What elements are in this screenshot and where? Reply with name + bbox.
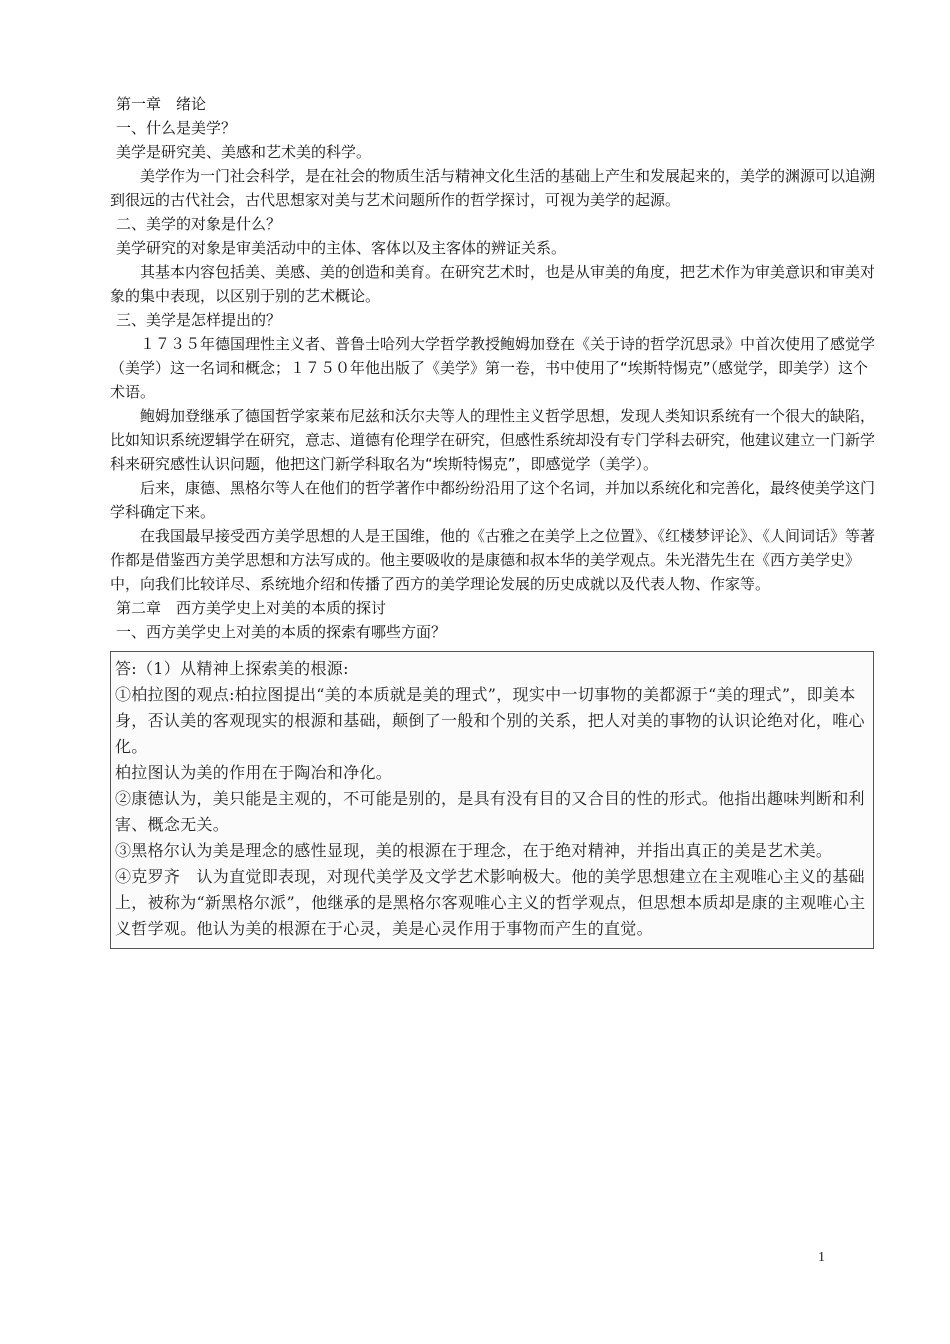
answer-kant: ②康德认为，美只能是主观的，不可能是别的，是具有没有目的又合目的性的形式。他指出趣味判断和利害、概念无关。 (115, 789, 865, 834)
answer-box (110, 651, 874, 949)
answer-croce: ④克罗齐 认为直觉即表现，对现代美学及文学艺术影响极大。他的美学思想建立在主观唯心主义的基础上，被称为“新黑格尔派”，他继承的是黑格尔客观唯心主义的哲学观点，但思想本质却是康的主观唯心主义哲学观。他认为美的根源在于心灵，美是心灵作用于事物而产生的直觉。 (115, 867, 866, 938)
section-heading-western-exploration: 一、西方美学史上对美的本质的探索有哪些方面？ (116, 623, 447, 641)
chapter-2-heading: 第二章 西方美学史上对美的本质的探讨 (116, 599, 387, 617)
section-heading-proposal: 三、美学是怎样提出的？ (116, 311, 282, 329)
paragraph-baumgarten: １７３５年德国理性主义者、普鲁士哈列大学哲学教授鲍姆加登在《关于诗的哲学沉思录》中首次使用了感觉学（美学）这一名词和概念；１７５０年他出版了《美学》第一卷，书中使用了“埃斯特惕克”（感觉学，即美学）这个术语。 (110, 335, 876, 401)
answer-hegel: ③黑格尔认为美是理念的感性显现，美的根源在于理念，在于绝对精神，并指出真正的美是艺术美。 (115, 841, 833, 860)
paragraph-china: 在我国最早接受西方美学思想的人是王国维，他的《古雅之在美学上之位置》、《红楼梦评论》、《人间词话》等著作都是借鉴西方美学思想和方法写成的。他主要吸收的是康德和叔本华的美学观点。朱光潜先生在《西方美学史》中，向我们比较详尽、系统地介绍和传播了西方的美学理论发展的历史成就以及代表人物、作家等。 (110, 527, 876, 593)
document-body (110, 92, 876, 949)
answer-plato-function: 柏拉图认为美的作用在于陶冶和净化。 (115, 763, 393, 782)
paragraph-origin: 美学作为一门社会科学，是在社会的物质生活与精神文化生活的基础上产生和发展起来的，美学的渊源可以追溯到很远的古代社会，古代思想家对美与艺术问题所作的哲学探讨，可视为美学的起源。 (110, 167, 876, 209)
section-heading-what-is-aesthetics: 一、什么是美学？ (116, 119, 237, 137)
object-line: 美学研究的对象是审美活动中的主体、客体以及主客体的辨证关系。 (116, 239, 567, 257)
page-number: 1 (818, 1250, 825, 1265)
section-heading-object: 二、美学的对象是什么？ (116, 215, 282, 233)
answer-plato: ①柏拉图的观点:柏拉图提出“美的本质就是美的理式”，现实中一切事物的美都源于“美的理式”，即美本身，否认美的客观现实的根源和基础，颠倒了一般和个别的关系，把人对美的事物的认识论绝对化，唯心化。 (115, 685, 865, 756)
definition-line: 美学是研究美、美感和艺术美的科学。 (116, 143, 372, 161)
paragraph-baumgarten-inheritance: 鲍姆加登继承了德国哲学家莱布尼兹和沃尔夫等人的理性主义哲学思想，发现人类知识系统有一个很大的缺陷，比如知识系统逻辑学在研究，意志、道德有伦理学在研究，但感性系统却没有专门学科去研究，他建议建立一门新学科来研究感性认识问题，他把这门新学科取名为“埃斯特惕克”，即感觉学（美学）。 (110, 407, 876, 473)
paragraph-content: 其基本内容包括美、美感、美的创造和美育。在研究艺术时，也是从审美的角度，把艺术作为审美意识和审美对象的集中表现，以区别于别的艺术概论。 (110, 263, 876, 305)
answer-intro: 答:（1）从精神上探索美的根源: (115, 659, 349, 678)
chapter-1-heading: 第一章 绪论 (116, 95, 207, 113)
paragraph-kant-hegel: 后来，康德、黑格尔等人在他们的哲学著作中都纷纷沿用了这个名词，并加以系统化和完善化，最终使美学这门学科确定下来。 (110, 479, 876, 521)
